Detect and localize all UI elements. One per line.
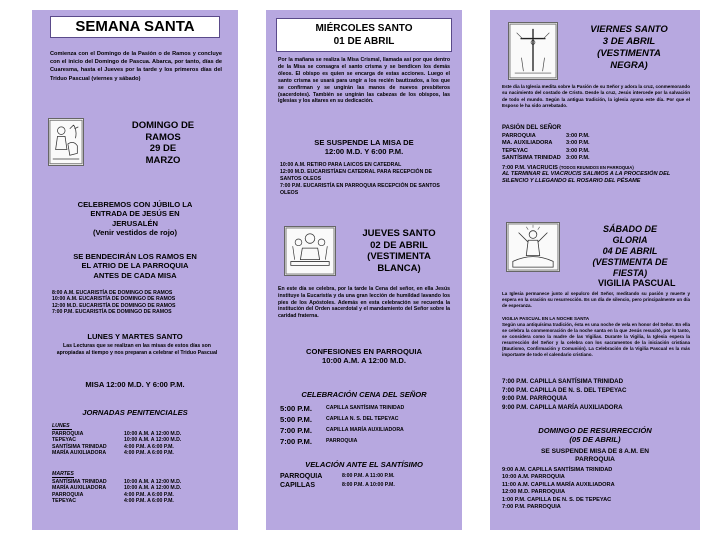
bendicion-line-1: SE BENDECIRÁN LOS RAMOS EN	[73, 252, 197, 261]
lunes-label: LUNES	[52, 423, 70, 429]
viernes-line-2: 3 DE ABRIL	[602, 36, 656, 47]
viernes-text: Este día la Iglesia medita sobre la Pasión de su Señor y adora la cruz, conmemorando su nacimiento del costado de Cristo. Desde la cruz, Jesús intercede por la salvación de todo el mundo. Según la antigua tradición, la iglesia ayuna este día. Por que el Esposo le ha sido arrebatado.	[502, 84, 690, 109]
table-row: 7:00 P.M. CAPILLA MARÍA AUXILIADORA	[280, 426, 404, 435]
list-item: 7:00 P.M. PARROQUIA	[502, 504, 561, 511]
list-item: 10:00 A.M. PARROQUIA	[502, 474, 565, 481]
jueves-line-4: BLANCA)	[377, 262, 421, 274]
vigilia-text-2: Según una antiquísima tradición, ésta es una noche de vela en honor del Señor. En ella se celebra la conmemoración de la noche santa en la que Jesús resucitó, por lo tanto, se considera como la madre de las Vigilias. Durante la Vigilia, la Iglesia espera la resurrección del Señor y la celebra con los sacramentos de la iniciación cristiana (Bautismo, Confirmación y Comunión). La Celebración de la Vigilia Pascual es la más importante de todo el calendario cristiano.	[502, 322, 690, 358]
table-row: CAPILLAS 8:00 P.M. A 10:00 P.M.	[280, 482, 395, 490]
table-row: SANTÍSIMA TRINIDAD 4:00 P.M. A 6:00 P.M.	[52, 443, 174, 450]
table-row: TEPEYAC 3:00 P.M.	[502, 147, 590, 154]
misa-time: MISA 12:00 M.D. Y 6:00 P.M.	[85, 380, 185, 389]
suspende-line-1: SE SUSPENDE LA MISA DE	[314, 138, 414, 147]
list-item: 12:00 M.D. PARROQUIA	[502, 489, 565, 496]
pasion-table	[502, 133, 682, 163]
suspende-line-1: SE SUSPENDE MISA DE 8 A.M. EN	[541, 448, 649, 455]
jueves-heading	[340, 228, 458, 274]
resurreccion-line-2: (05 DE ABRIL)	[569, 435, 621, 445]
list-item: 9:00 P.M. PARROQUIA	[502, 395, 568, 403]
pasion-heading: PASIÓN DEL SEÑOR	[502, 125, 562, 131]
table-row: 5:00 P.M. CAPILLA N. S. DEL TEPEYAC	[280, 415, 399, 424]
ramos-line-4: MARZO	[145, 154, 181, 166]
resurreccion-heading	[494, 426, 696, 445]
sabado-line-1: SÁBADO DE	[602, 224, 657, 234]
palm-sunday-illustration	[48, 118, 84, 166]
jubilo-line-1: CELEBREMOS CON JÚBILO LA	[77, 200, 193, 209]
table-row: TEPEYAC 4:00 P.M. A 6:00 P.M.	[52, 498, 174, 505]
table-row: TEPEYAC 10:00 A.M. A 12:00 M.D.	[52, 437, 182, 444]
sabado-line-4: (VESTIMENTA DE	[592, 257, 668, 267]
list-item: 12:00 M.D. EUCARISTÍA DE DOMINGO DE RAMOS	[52, 302, 176, 309]
list-item: 12:00 M.D. EUCARISTÍAEN CATEDRAL PARA RECEPCIÓN DE SANTOS OLEOS	[280, 169, 432, 182]
miercoles-line-1: MIÉRCOLES SANTO	[315, 23, 413, 34]
table-row: 7:00 P.M. PARROQUIA	[280, 437, 358, 446]
vigilia-label: VIGILIA PASCUAL EN LA NOCHE SANTA	[502, 316, 590, 321]
last-supper-icon	[285, 227, 335, 275]
ramos-line-3: 29 DE	[149, 143, 177, 154]
crucifixion-illustration	[508, 22, 558, 80]
panel-viernes-sabado-domingo	[490, 10, 700, 530]
table-row: SANTÍSIMA TRINIDAD 3:00 P.M.	[502, 155, 590, 162]
miercoles-heading	[276, 18, 452, 52]
list-item: 1:00 P.M. CAPILLA DE N. S. DE TEPEYAC	[502, 496, 612, 503]
cena-table	[280, 403, 460, 447]
list-item: 7:00 P.M. CAPILLA SANTÍSIMA TRINIDAD	[502, 378, 624, 385]
intro-text: Comienza con el Domingo de la Pasión o de Ramos y concluye con el inicio del Domingo de Pascua. Abarca, por tanto, días de Cuaresma, hasta el Jueves por la tarde y los primeros días del Triduo Pascual (viernes y sábado)	[50, 51, 222, 82]
suspende-line-2: 12:00 M.D. Y 6:00 P.M.	[324, 147, 404, 157]
jubilo-heading	[40, 200, 230, 238]
sabado-line-5: FIESTA)	[612, 268, 648, 278]
list-item: 11:00 A.M. CAPILLA MARÍA AUXILIADORA	[502, 481, 615, 488]
ramos-mass-list	[52, 290, 232, 316]
confesiones-line-1: CONFESIONES EN PARROQUIA	[306, 347, 422, 356]
lunes-underline	[52, 429, 72, 430]
list-item: 9:00 P.M. CAPILLA MARÍA AUXILIADORA	[502, 403, 623, 411]
viernes-line-1: VIERNES SANTO	[590, 24, 668, 35]
lunes-martes-text: Las Lecturas que se realizan en las misas de estos días son apropiadas al tiempo y nos preparan a celebrar el Triduo Pascual	[56, 343, 218, 356]
table-row: MA. AUXILIADORA 3:00 P.M.	[502, 140, 590, 147]
resurreccion-suspende	[494, 448, 696, 465]
table-row: PARROQUIA 3:00 P.M.	[502, 133, 590, 139]
viacrucis-procession-text: AL TERMINAR EL VIACRUCIS SALIMOS A LA PROCESIÓN DEL SILENCIO Y LLEGANDO EL ROSARIO DEL PÉSAME	[502, 171, 671, 184]
resurrection-illustration	[506, 222, 560, 272]
velacion-heading: VELACIÓN ANTE EL SANTÍSIMO	[305, 460, 423, 469]
confesiones-line-2: 10:00 A.M. A 12:00 M.D.	[322, 356, 406, 366]
jubilo-line-2: ENTRADA DE JESÚS EN	[90, 209, 180, 219]
sabado-heading	[562, 224, 698, 279]
jubilo-line-3: JERUSALÉN	[112, 218, 158, 228]
panel-miercoles-jueves	[266, 10, 462, 530]
table-row: PARROQUIA 10:00 A.M. A 12:00 M.D.	[52, 431, 182, 437]
table-row: 5:00 P.M. CAPILLA SANTÍSIMA TRINIDAD	[280, 404, 405, 413]
confesiones-heading	[270, 347, 458, 366]
viernes-line-4: NEGRA)	[610, 60, 648, 71]
viacrucis-time: 7:00 P.M. VIACRUCIS	[502, 165, 558, 171]
suspende-heading	[270, 138, 458, 157]
viernes-line-3: (VESTIMENTA	[597, 48, 661, 59]
suspende-line-2: PARROQUIA	[575, 456, 615, 464]
bendicion-heading	[40, 252, 230, 280]
crucifixion-icon	[509, 23, 557, 79]
table-row: SANTÍSIMA TRINIDAD 10:00 A.M. A 12:00 M.D.	[52, 479, 182, 485]
table-row: MARÍA AUXILIADORA 4:00 P.M. A 6:00 P.M.	[52, 450, 174, 457]
martes-label: MARTES	[52, 471, 74, 477]
sabado-line-3: 04 DE ABRIL	[602, 246, 658, 256]
table-row: MARÍA AUXILIADORA 10:00 A.M. A 12:00 M.D.	[52, 485, 182, 492]
ramos-line-1: DOMINGO DE	[131, 120, 195, 131]
martes-table	[52, 479, 232, 505]
table-row: PARROQUIA 8:00 P.M. A 11:00 P.M.	[280, 473, 395, 480]
jueves-line-1: JUEVES SANTO	[362, 228, 436, 239]
vigilia-heading: VIGILIA PASCUAL	[598, 278, 676, 288]
resurrection-icon	[507, 223, 559, 271]
viacrucis-note: (TODOS REUNIDOS EN PARROQUIA)	[559, 165, 634, 170]
list-item: 7:00 P.M. EUCARISTÍA DE DOMINGO DE RAMOS	[52, 309, 172, 316]
jubilo-note: (Venir vestidos de rojo)	[93, 228, 177, 238]
velacion-table	[280, 472, 460, 491]
miercoles-schedule	[280, 162, 454, 197]
miercoles-line-2: 01 DE ABRIL	[333, 36, 395, 47]
cena-heading: CELEBRACIÓN CENA DEL SEÑOR	[301, 390, 427, 399]
bendicion-line-3: ANTES DE CADA MISA	[93, 270, 177, 280]
list-item: 10:00 A.M. RETIRO PARA LAICOS EN CATEDRAL	[280, 162, 402, 168]
jueves-line-2: 02 DE ABRIL	[370, 239, 428, 251]
lunes-table	[52, 431, 232, 457]
jueves-text: En este día se celebra, por la tarde la Cena del señor, en ella Jesús instituye la Eucaristía y da una gran lección de humildad lavando los pies de los Apóstoles. Además en esta celebración se recuerda la institución del Orden sacerdotal y el mandamiento del Señor sobre la caridad fraterna.	[278, 286, 450, 320]
table-row: PARROQUIA 4:00 P.M. A 6:00 P.M.	[52, 491, 174, 498]
list-item: 9:00 A.M. CAPILLA SANTÍSIMA TRINIDAD	[502, 467, 613, 473]
bendicion-line-2: EL ATRIO DE LA PARROQUIA	[81, 261, 189, 271]
page-title: SEMANA SANTA	[50, 16, 220, 38]
miercoles-text: Por la mañana se realiza la Misa Crismal, llamada así por que dentro de la Misa se consagra el santo crisma y se bendicen los demás óleos. El obispo es quien se encarga de estas acciones. Luego el santo crisma se usará para ungir a los recién bautizados, a los que se confirman y se ungirán las manos de nuevos presbíteros (sacerdotes). También se ungirán las cabezas de los obispos, las iglesias y los altares en su dedicación.	[278, 57, 450, 105]
last-supper-illustration	[284, 226, 336, 276]
list-item: 8:00 A.M. EUCARISTÍA DE DOMINGO DE RAMOS	[52, 290, 173, 296]
jornadas-heading: JORNADAS PENITENCIALES	[82, 408, 188, 417]
resurreccion-schedule	[502, 467, 692, 511]
list-item: 7:00 P.M. CAPILLA DE N. S. DEL TEPEYAC	[502, 386, 627, 394]
list-item: 7:00 P.M. EUCARISTÍA EN PARROQUIA RECEPCIÓN DE SANTOS OLEOS	[280, 183, 440, 196]
resurreccion-line-1: DOMINGO DE RESURRECCIÓN	[538, 426, 652, 435]
sabado-line-2: GLORIA	[612, 235, 648, 245]
ramos-line-2: RAMOS	[145, 131, 181, 143]
martes-underline	[52, 477, 74, 478]
panel-semana-santa	[32, 10, 238, 530]
palm-sunday-icon	[49, 119, 83, 165]
jueves-line-3: (VESTIMENTA	[367, 251, 431, 262]
viernes-heading	[560, 24, 698, 72]
list-item: 10:00 A.M. EUCARISTÍA DE DOMINGO DE RAMOS	[52, 296, 176, 303]
vigilia-schedule	[502, 378, 694, 412]
vigilia-text-1: La Iglesia permanece junto al sepulcro del Señor, meditando su pasión y muerte y espera en la oración su resurrección. Es un día de silencio, pero principalmente un día de esperanza.	[502, 291, 690, 309]
ramos-heading	[88, 120, 238, 166]
lunes-martes-heading: LUNES Y MARTES SANTO	[87, 332, 183, 341]
